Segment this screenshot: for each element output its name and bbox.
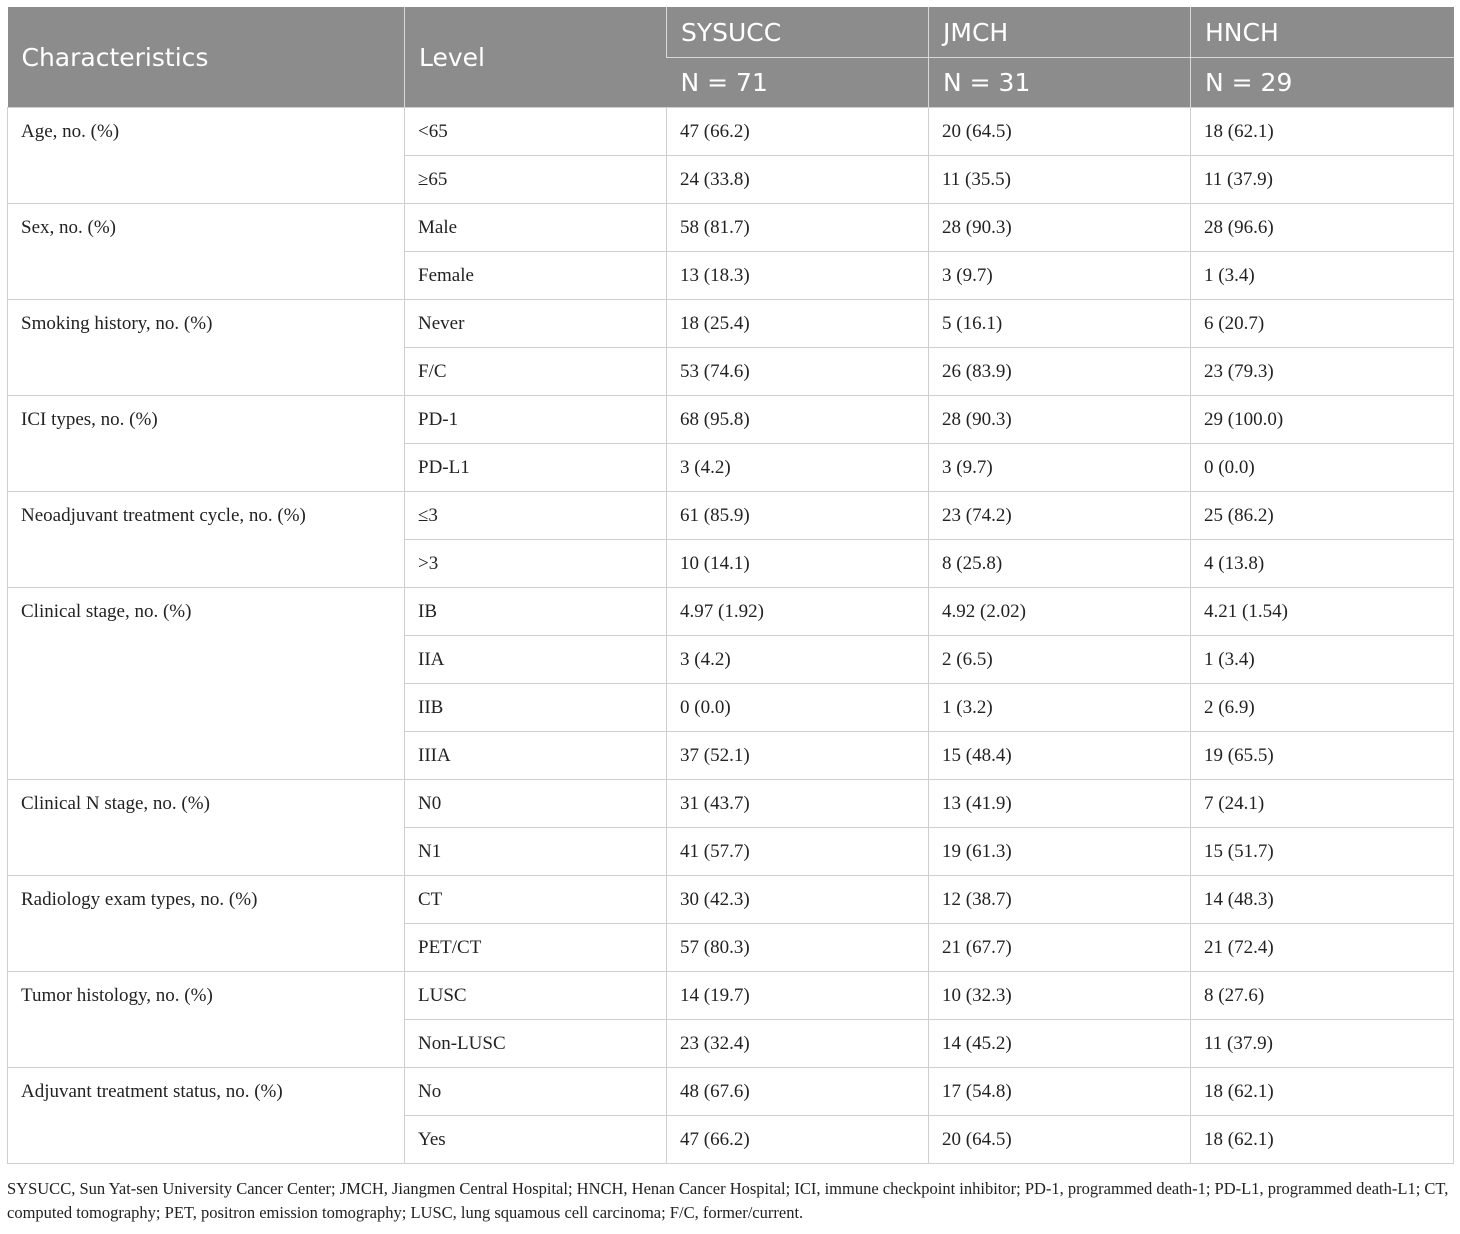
value-cell: 26 (83.9) bbox=[929, 348, 1191, 396]
level-cell: Female bbox=[405, 252, 667, 300]
header-cohort-sysucc: SYSUCC bbox=[667, 7, 929, 58]
value-cell: 3 (9.7) bbox=[929, 252, 1191, 300]
value-cell: 30 (42.3) bbox=[667, 876, 929, 924]
value-cell: 4 (13.8) bbox=[1191, 540, 1454, 588]
value-cell: 3 (4.2) bbox=[667, 636, 929, 684]
table-row bbox=[8, 108, 1454, 156]
level-cell: N1 bbox=[405, 828, 667, 876]
value-cell: 8 (25.8) bbox=[929, 540, 1191, 588]
value-cell: 4.92 (2.02) bbox=[929, 588, 1191, 636]
level-cell: <65 bbox=[405, 108, 667, 156]
value-cell: 19 (61.3) bbox=[929, 828, 1191, 876]
table-body bbox=[8, 108, 1454, 1164]
value-cell: 0 (0.0) bbox=[667, 684, 929, 732]
table-row bbox=[8, 780, 1454, 828]
level-cell: F/C bbox=[405, 348, 667, 396]
value-cell: 14 (45.2) bbox=[929, 1020, 1191, 1068]
level-cell: IB bbox=[405, 588, 667, 636]
level-cell: IIB bbox=[405, 684, 667, 732]
value-cell: 14 (48.3) bbox=[1191, 876, 1454, 924]
value-cell: 47 (66.2) bbox=[667, 108, 929, 156]
value-cell: 13 (18.3) bbox=[667, 252, 929, 300]
level-cell: Never bbox=[405, 300, 667, 348]
level-cell: PET/CT bbox=[405, 924, 667, 972]
value-cell: 23 (74.2) bbox=[929, 492, 1191, 540]
value-cell: 28 (96.6) bbox=[1191, 204, 1454, 252]
level-cell: Yes bbox=[405, 1116, 667, 1164]
characteristic-label: ICI types, no. (%) bbox=[8, 396, 405, 492]
value-cell: 31 (43.7) bbox=[667, 780, 929, 828]
header-cohort-hnch: HNCH bbox=[1191, 7, 1454, 58]
characteristic-label: Neoadjuvant treatment cycle, no. (%) bbox=[8, 492, 405, 588]
value-cell: 12 (38.7) bbox=[929, 876, 1191, 924]
table-row bbox=[8, 972, 1454, 1020]
value-cell: 2 (6.9) bbox=[1191, 684, 1454, 732]
header-level: Level bbox=[405, 7, 667, 108]
table-row bbox=[8, 1068, 1454, 1116]
value-cell: 14 (19.7) bbox=[667, 972, 929, 1020]
value-cell: 15 (51.7) bbox=[1191, 828, 1454, 876]
value-cell: 57 (80.3) bbox=[667, 924, 929, 972]
baseline-characteristics-table bbox=[7, 7, 1454, 1164]
level-cell: ≤3 bbox=[405, 492, 667, 540]
level-cell: IIA bbox=[405, 636, 667, 684]
value-cell: 3 (9.7) bbox=[929, 444, 1191, 492]
value-cell: 18 (25.4) bbox=[667, 300, 929, 348]
value-cell: 68 (95.8) bbox=[667, 396, 929, 444]
characteristic-label: Tumor histology, no. (%) bbox=[8, 972, 405, 1068]
level-cell: PD-L1 bbox=[405, 444, 667, 492]
value-cell: 8 (27.6) bbox=[1191, 972, 1454, 1020]
value-cell: 20 (64.5) bbox=[929, 108, 1191, 156]
value-cell: 3 (4.2) bbox=[667, 444, 929, 492]
table-header bbox=[8, 7, 1454, 108]
value-cell: 28 (90.3) bbox=[929, 396, 1191, 444]
level-cell: PD-1 bbox=[405, 396, 667, 444]
characteristic-label: Age, no. (%) bbox=[8, 108, 405, 204]
value-cell: 10 (14.1) bbox=[667, 540, 929, 588]
value-cell: 53 (74.6) bbox=[667, 348, 929, 396]
value-cell: 11 (35.5) bbox=[929, 156, 1191, 204]
table-footnote: SYSUCC, Sun Yat-sen University Cancer Center; JMCH, Jiangmen Central Hospital; HNCH, Henan Cancer Hospital; ICI, immune checkpoint inhibitor; PD-1, programmed death-1; PD-L1, programmed death-L1; CT, computed tomography; PET, positron emission tomography; LUSC, lung squamous cell carcinoma; F/C, former/current. bbox=[7, 1179, 1449, 1222]
level-cell: Non-LUSC bbox=[405, 1020, 667, 1068]
table-row bbox=[8, 492, 1454, 540]
characteristic-label: Radiology exam types, no. (%) bbox=[8, 876, 405, 972]
value-cell: 2 (6.5) bbox=[929, 636, 1191, 684]
characteristic-label: Clinical stage, no. (%) bbox=[8, 588, 405, 780]
table-row bbox=[8, 204, 1454, 252]
header-n-hnch: N = 29 bbox=[1191, 58, 1454, 108]
value-cell: 10 (32.3) bbox=[929, 972, 1191, 1020]
table-row bbox=[8, 396, 1454, 444]
value-cell: 19 (65.5) bbox=[1191, 732, 1454, 780]
value-cell: 11 (37.9) bbox=[1191, 156, 1454, 204]
value-cell: 37 (52.1) bbox=[667, 732, 929, 780]
characteristic-label: Adjuvant treatment status, no. (%) bbox=[8, 1068, 405, 1164]
value-cell: 0 (0.0) bbox=[1191, 444, 1454, 492]
characteristic-label: Clinical N stage, no. (%) bbox=[8, 780, 405, 876]
value-cell: 21 (67.7) bbox=[929, 924, 1191, 972]
characteristic-label: Sex, no. (%) bbox=[8, 204, 405, 300]
header-n-sysucc: N = 71 bbox=[667, 58, 929, 108]
value-cell: 21 (72.4) bbox=[1191, 924, 1454, 972]
value-cell: 17 (54.8) bbox=[929, 1068, 1191, 1116]
value-cell: 5 (16.1) bbox=[929, 300, 1191, 348]
value-cell: 7 (24.1) bbox=[1191, 780, 1454, 828]
value-cell: 48 (67.6) bbox=[667, 1068, 929, 1116]
value-cell: 58 (81.7) bbox=[667, 204, 929, 252]
value-cell: 6 (20.7) bbox=[1191, 300, 1454, 348]
value-cell: 18 (62.1) bbox=[1191, 1068, 1454, 1116]
table-row bbox=[8, 876, 1454, 924]
level-cell: N0 bbox=[405, 780, 667, 828]
level-cell: ≥65 bbox=[405, 156, 667, 204]
header-n-jmch: N = 31 bbox=[929, 58, 1191, 108]
value-cell: 24 (33.8) bbox=[667, 156, 929, 204]
value-cell: 1 (3.2) bbox=[929, 684, 1191, 732]
header-cohort-jmch: JMCH bbox=[929, 7, 1191, 58]
table-row bbox=[8, 300, 1454, 348]
value-cell: 61 (85.9) bbox=[667, 492, 929, 540]
value-cell: 4.97 (1.92) bbox=[667, 588, 929, 636]
level-cell: IIIA bbox=[405, 732, 667, 780]
value-cell: 13 (41.9) bbox=[929, 780, 1191, 828]
level-cell: CT bbox=[405, 876, 667, 924]
value-cell: 15 (48.4) bbox=[929, 732, 1191, 780]
level-cell: No bbox=[405, 1068, 667, 1116]
level-cell: >3 bbox=[405, 540, 667, 588]
value-cell: 1 (3.4) bbox=[1191, 252, 1454, 300]
value-cell: 20 (64.5) bbox=[929, 1116, 1191, 1164]
value-cell: 28 (90.3) bbox=[929, 204, 1191, 252]
value-cell: 23 (79.3) bbox=[1191, 348, 1454, 396]
value-cell: 29 (100.0) bbox=[1191, 396, 1454, 444]
level-cell: Male bbox=[405, 204, 667, 252]
value-cell: 41 (57.7) bbox=[667, 828, 929, 876]
value-cell: 25 (86.2) bbox=[1191, 492, 1454, 540]
level-cell: LUSC bbox=[405, 972, 667, 1020]
value-cell: 11 (37.9) bbox=[1191, 1020, 1454, 1068]
header-characteristics: Characteristics bbox=[8, 7, 405, 108]
value-cell: 4.21 (1.54) bbox=[1191, 588, 1454, 636]
baseline-characteristics-table-container bbox=[7, 7, 1453, 1164]
characteristic-label: Smoking history, no. (%) bbox=[8, 300, 405, 396]
table-row bbox=[8, 588, 1454, 636]
value-cell: 1 (3.4) bbox=[1191, 636, 1454, 684]
value-cell: 18 (62.1) bbox=[1191, 108, 1454, 156]
value-cell: 47 (66.2) bbox=[667, 1116, 929, 1164]
value-cell: 18 (62.1) bbox=[1191, 1116, 1454, 1164]
value-cell: 23 (32.4) bbox=[667, 1020, 929, 1068]
